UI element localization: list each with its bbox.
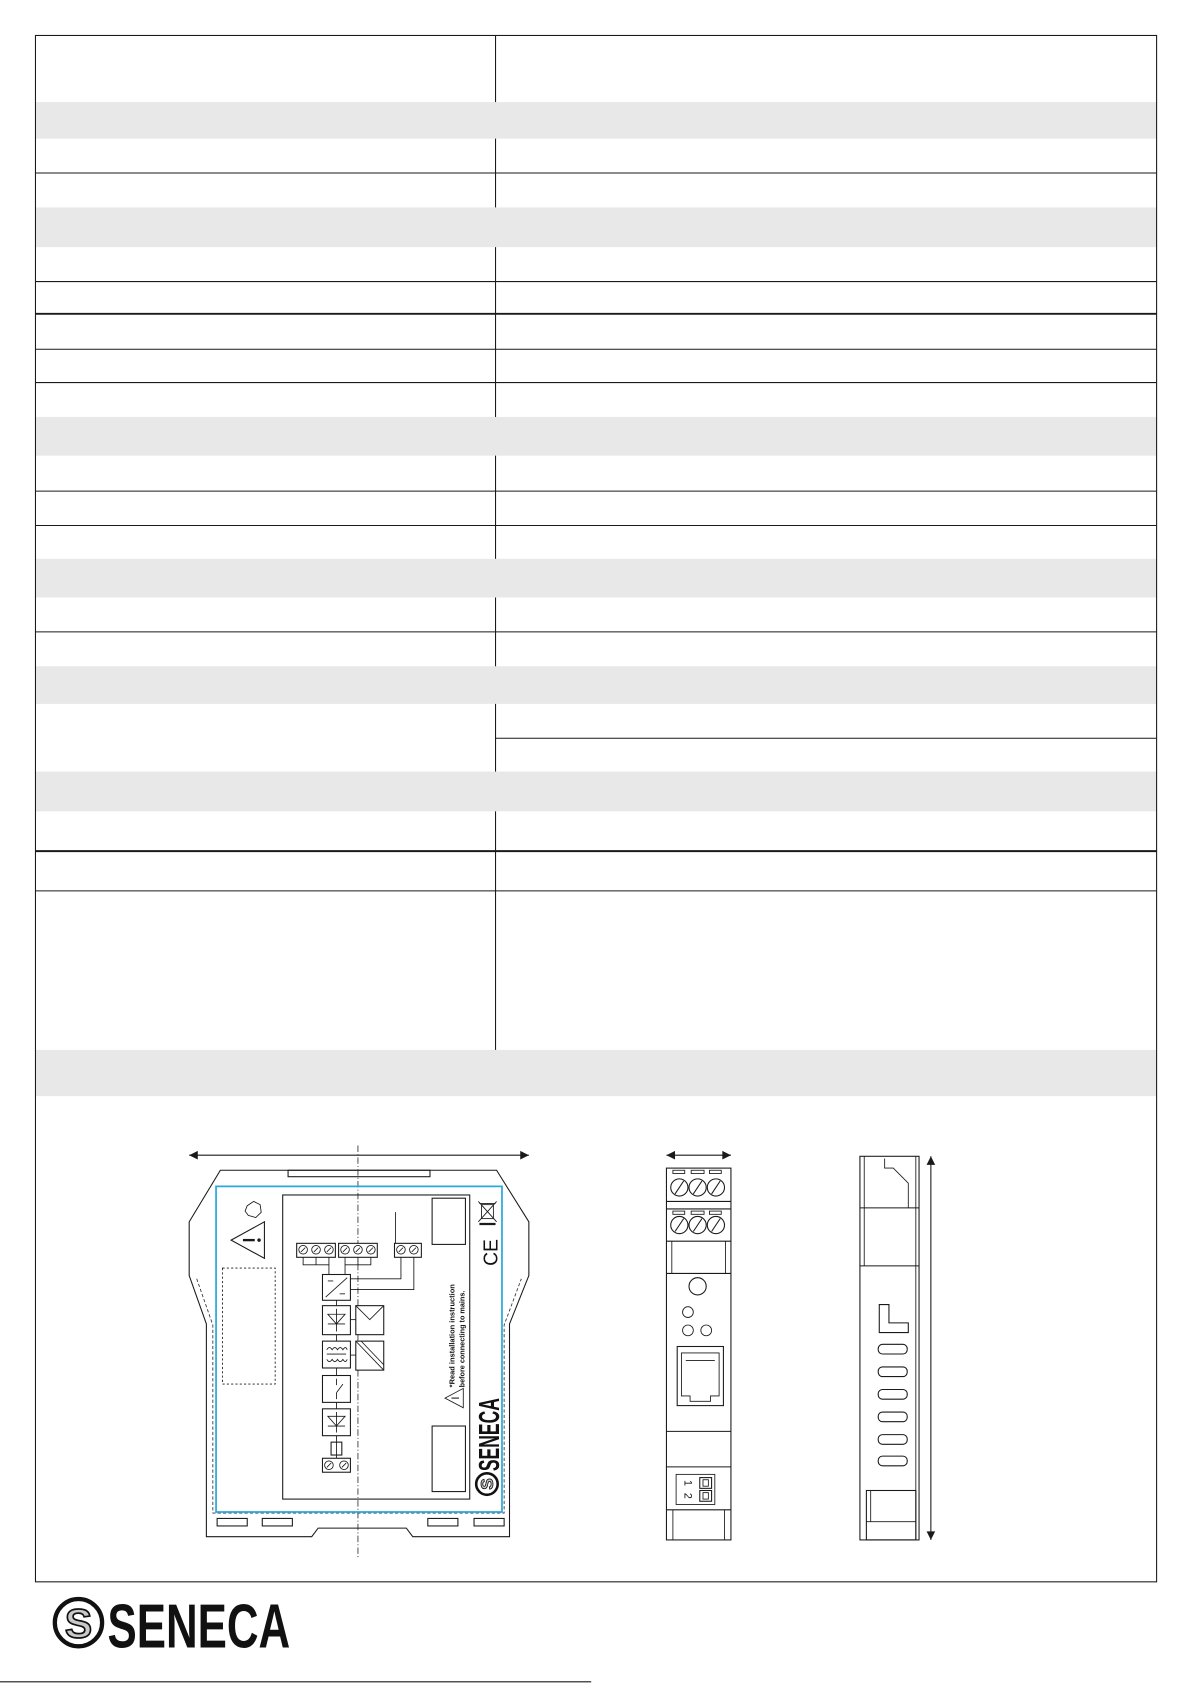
- status-led: [701, 1325, 712, 1336]
- vent-slot: [878, 1456, 907, 1466]
- dip-label-1: 1: [681, 1479, 694, 1486]
- section-header-band: [35, 417, 1156, 456]
- section-header-band: [35, 1050, 1156, 1096]
- terminal-block-group: [394, 1243, 421, 1257]
- fuse-icon: [331, 1442, 342, 1455]
- label-brand-name: SENECA: [473, 1350, 506, 1472]
- vent-slot: [878, 1389, 907, 1399]
- bottom-slot: [217, 1518, 247, 1526]
- side-body: [860, 1156, 919, 1540]
- label-brand-mark: S: [476, 1478, 497, 1490]
- dip-label-2: 2: [681, 1492, 694, 1499]
- spec-table: [35, 35, 1156, 1581]
- bottom-slot: [262, 1518, 292, 1526]
- push-button: [689, 1278, 706, 1295]
- isolation-block-icon: [322, 1274, 350, 1300]
- terminal-block-group: [297, 1243, 336, 1257]
- section-header-band: [35, 666, 1156, 704]
- marking-area-dotted: [223, 1268, 276, 1384]
- terminal-block-group: [339, 1243, 378, 1257]
- status-led: [683, 1307, 694, 1318]
- logo-name: SENECA: [107, 1592, 291, 1662]
- top-tab: [288, 1170, 430, 1176]
- label-marking-box: [432, 1426, 465, 1492]
- bottom-slot: [474, 1518, 504, 1526]
- switch-block-icon: [322, 1376, 350, 1403]
- converter-block-icon: [356, 1341, 384, 1370]
- side-latch: [885, 1158, 909, 1207]
- side-key-slot: [879, 1305, 908, 1333]
- top-terminal-row: [671, 1179, 725, 1196]
- label-marking-box: [432, 1198, 465, 1244]
- front-panel-drawing: [666, 1151, 730, 1540]
- status-led: [683, 1325, 694, 1336]
- section-header-band: [35, 102, 1156, 139]
- bottom-terminal-row: [671, 1216, 725, 1233]
- depth-dimension-arrow: [666, 1151, 730, 1160]
- label-warning-triangle-icon: [445, 1388, 463, 1407]
- din-rail-foot: [866, 1490, 915, 1539]
- seneca-logo: [55, 1592, 290, 1661]
- warning-triangle-icon: [231, 1222, 264, 1259]
- power-terminal-block: [322, 1458, 350, 1472]
- rectifier-block-icon: [322, 1409, 350, 1436]
- bottom-slot: [428, 1518, 458, 1526]
- vent-slot: [878, 1367, 907, 1377]
- width-dimension-arrow: [189, 1151, 529, 1160]
- label-brand-logo: [473, 1350, 506, 1495]
- dip-switch: [676, 1474, 715, 1504]
- logo-mark: S: [64, 1600, 93, 1647]
- installation-warning-line2: before connecting to mains.: [458, 1292, 467, 1388]
- rectifier-block-icon: [322, 1306, 350, 1335]
- height-dimension-arrow: [927, 1156, 936, 1540]
- section-header-band: [35, 772, 1156, 812]
- installation-warning-line1: *Read installation instruction: [448, 1289, 457, 1388]
- vent-slot: [878, 1412, 907, 1422]
- recycle-symbol-icon: [245, 1201, 261, 1217]
- vent-slot: [878, 1435, 907, 1445]
- front-view-drawing: [189, 1146, 529, 1559]
- vent-slot: [878, 1344, 907, 1354]
- side-view-drawing: [860, 1156, 935, 1540]
- weee-bin-icon: [478, 1201, 496, 1224]
- transformer-block-icon: [322, 1341, 350, 1368]
- ethernet-port-icon: [677, 1346, 723, 1405]
- communication-block-icon: [356, 1306, 384, 1335]
- ce-mark: CE: [480, 1237, 503, 1266]
- section-header-band: [35, 207, 1156, 247]
- dimension-drawings: [189, 1146, 935, 1559]
- section-header-band: [35, 559, 1156, 598]
